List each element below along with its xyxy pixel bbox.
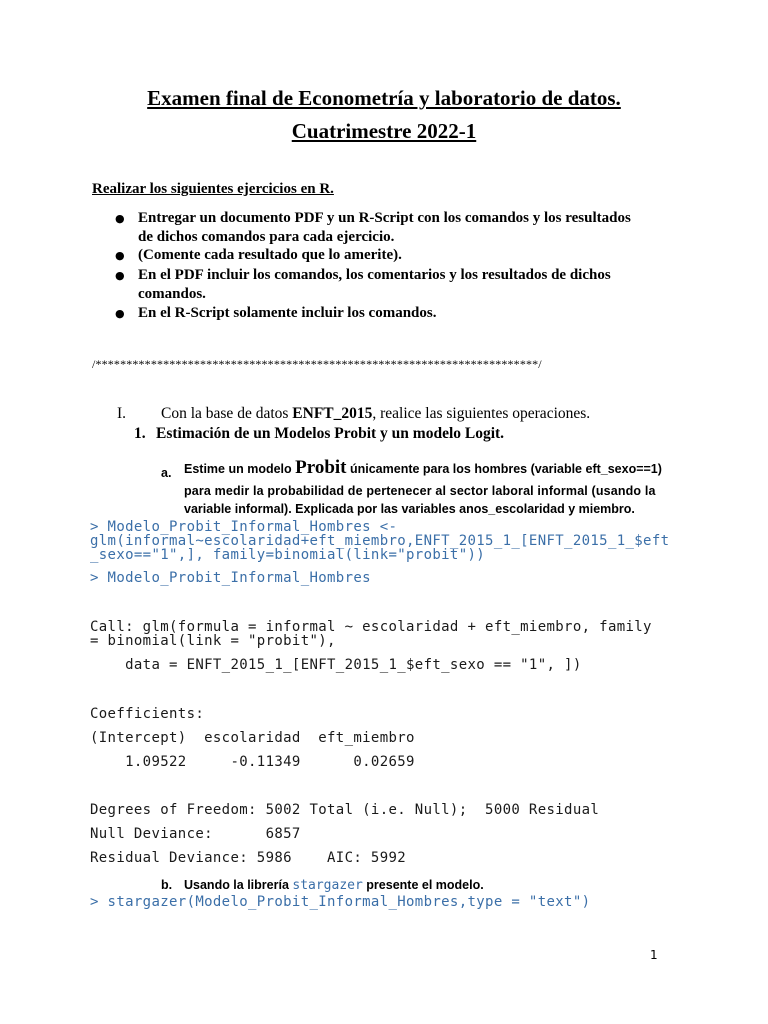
instructions-heading: Realizar los siguientes ejercicios en R. — [92, 181, 334, 197]
part-a-line1 — [184, 458, 662, 479]
part-a-post: únicamente para los hombres (variable eft_sexo==1) — [346, 462, 662, 476]
r-command-line: > stargazer(Modelo_Probit_Informal_Hombres,type = "text") — [90, 894, 591, 910]
r-output-line: 1.09522 -0.11349 0.02659 — [90, 754, 415, 770]
r-command-line: _sexo=="1",], family=binomial(link="probit")) — [90, 547, 486, 563]
r-output-line: Call: glm(formula = informal ~ escolaridad + eft_miembro, family — [90, 619, 652, 635]
page-number: 1 — [650, 948, 658, 962]
list-item: En el R-Script solamente incluir los comandos. — [138, 305, 437, 321]
part-a-pre: Estime un modelo — [184, 462, 296, 476]
part-a-probit: Probit — [295, 457, 347, 478]
r-output-line: Residual Deviance: 5986 AIC: 5992 — [90, 850, 407, 866]
part-b-pre: Usando la librería — [184, 878, 293, 892]
r-output-line: data = ENFT_2015_1_[ENFT_2015_1_$eft_sexo == "1", ]) — [90, 657, 582, 673]
r-output-line: (Intercept) escolaridad eft_miembro — [90, 730, 415, 746]
section-text-pre: Con la base de datos — [161, 405, 293, 422]
section-text — [161, 405, 590, 423]
bullet-icon: ● — [115, 269, 125, 282]
part-a-line3: variable informal). Explicada por las variables anos_escolaridad y miembro. — [184, 502, 635, 516]
list-item: de dichos comandos para cada ejercicio. — [138, 229, 395, 245]
r-output-line: Coefficients: — [90, 706, 205, 722]
bullet-icon: ● — [115, 212, 125, 225]
bullet-icon: ● — [115, 249, 125, 262]
bullet-icon: ● — [115, 307, 125, 320]
part-b-text — [184, 875, 484, 896]
part-b-label: b. — [161, 878, 173, 892]
section-numeral: I. — [117, 405, 127, 422]
page-title: Examen final de Econometría y laboratorio de datos. — [147, 86, 621, 110]
r-command-line: glm(informal~escolaridad+eft_miembro,ENFT_2015_1_[ENFT_2015_1_$eft — [90, 533, 670, 549]
list-item: En el PDF incluir los comandos, los comentarios y los resultados de dichos — [138, 267, 611, 283]
separator-line: /************************************************************************/ — [92, 357, 542, 371]
item-heading: Estimación de un Modelos Probit y un modelo Logit. — [156, 425, 505, 442]
r-output-line: Null Deviance: 6857 — [90, 826, 301, 842]
item-number: 1. — [134, 425, 146, 442]
list-item: Entregar un documento PDF y un R-Script con los comandos y los resultados — [138, 210, 631, 226]
part-a-label: a. — [161, 466, 172, 480]
r-command-line: > Modelo_Probit_Informal_Hombres <- — [90, 519, 398, 535]
part-b-lib: stargazer — [292, 878, 363, 893]
page-subtitle: Cuatrimestre 2022-1 — [291, 119, 477, 143]
section-dataset-name: ENFT_2015 — [292, 405, 373, 422]
r-output-line: Degrees of Freedom: 5002 Total (i.e. Null); 5000 Residual — [90, 802, 600, 818]
r-command-line: > Modelo_Probit_Informal_Hombres — [90, 570, 371, 586]
part-a-line2: para medir la probabilidad de pertenecer al sector laboral informal (usando la — [184, 484, 656, 498]
r-output-line: = binomial(link = "probit"), — [90, 633, 336, 649]
section-text-post: , realice las siguientes operaciones. — [372, 405, 591, 422]
list-item: comandos. — [138, 286, 206, 302]
part-b-post: presente el modelo. — [362, 878, 484, 892]
list-item: (Comente cada resultado que lo amerite). — [138, 247, 402, 263]
